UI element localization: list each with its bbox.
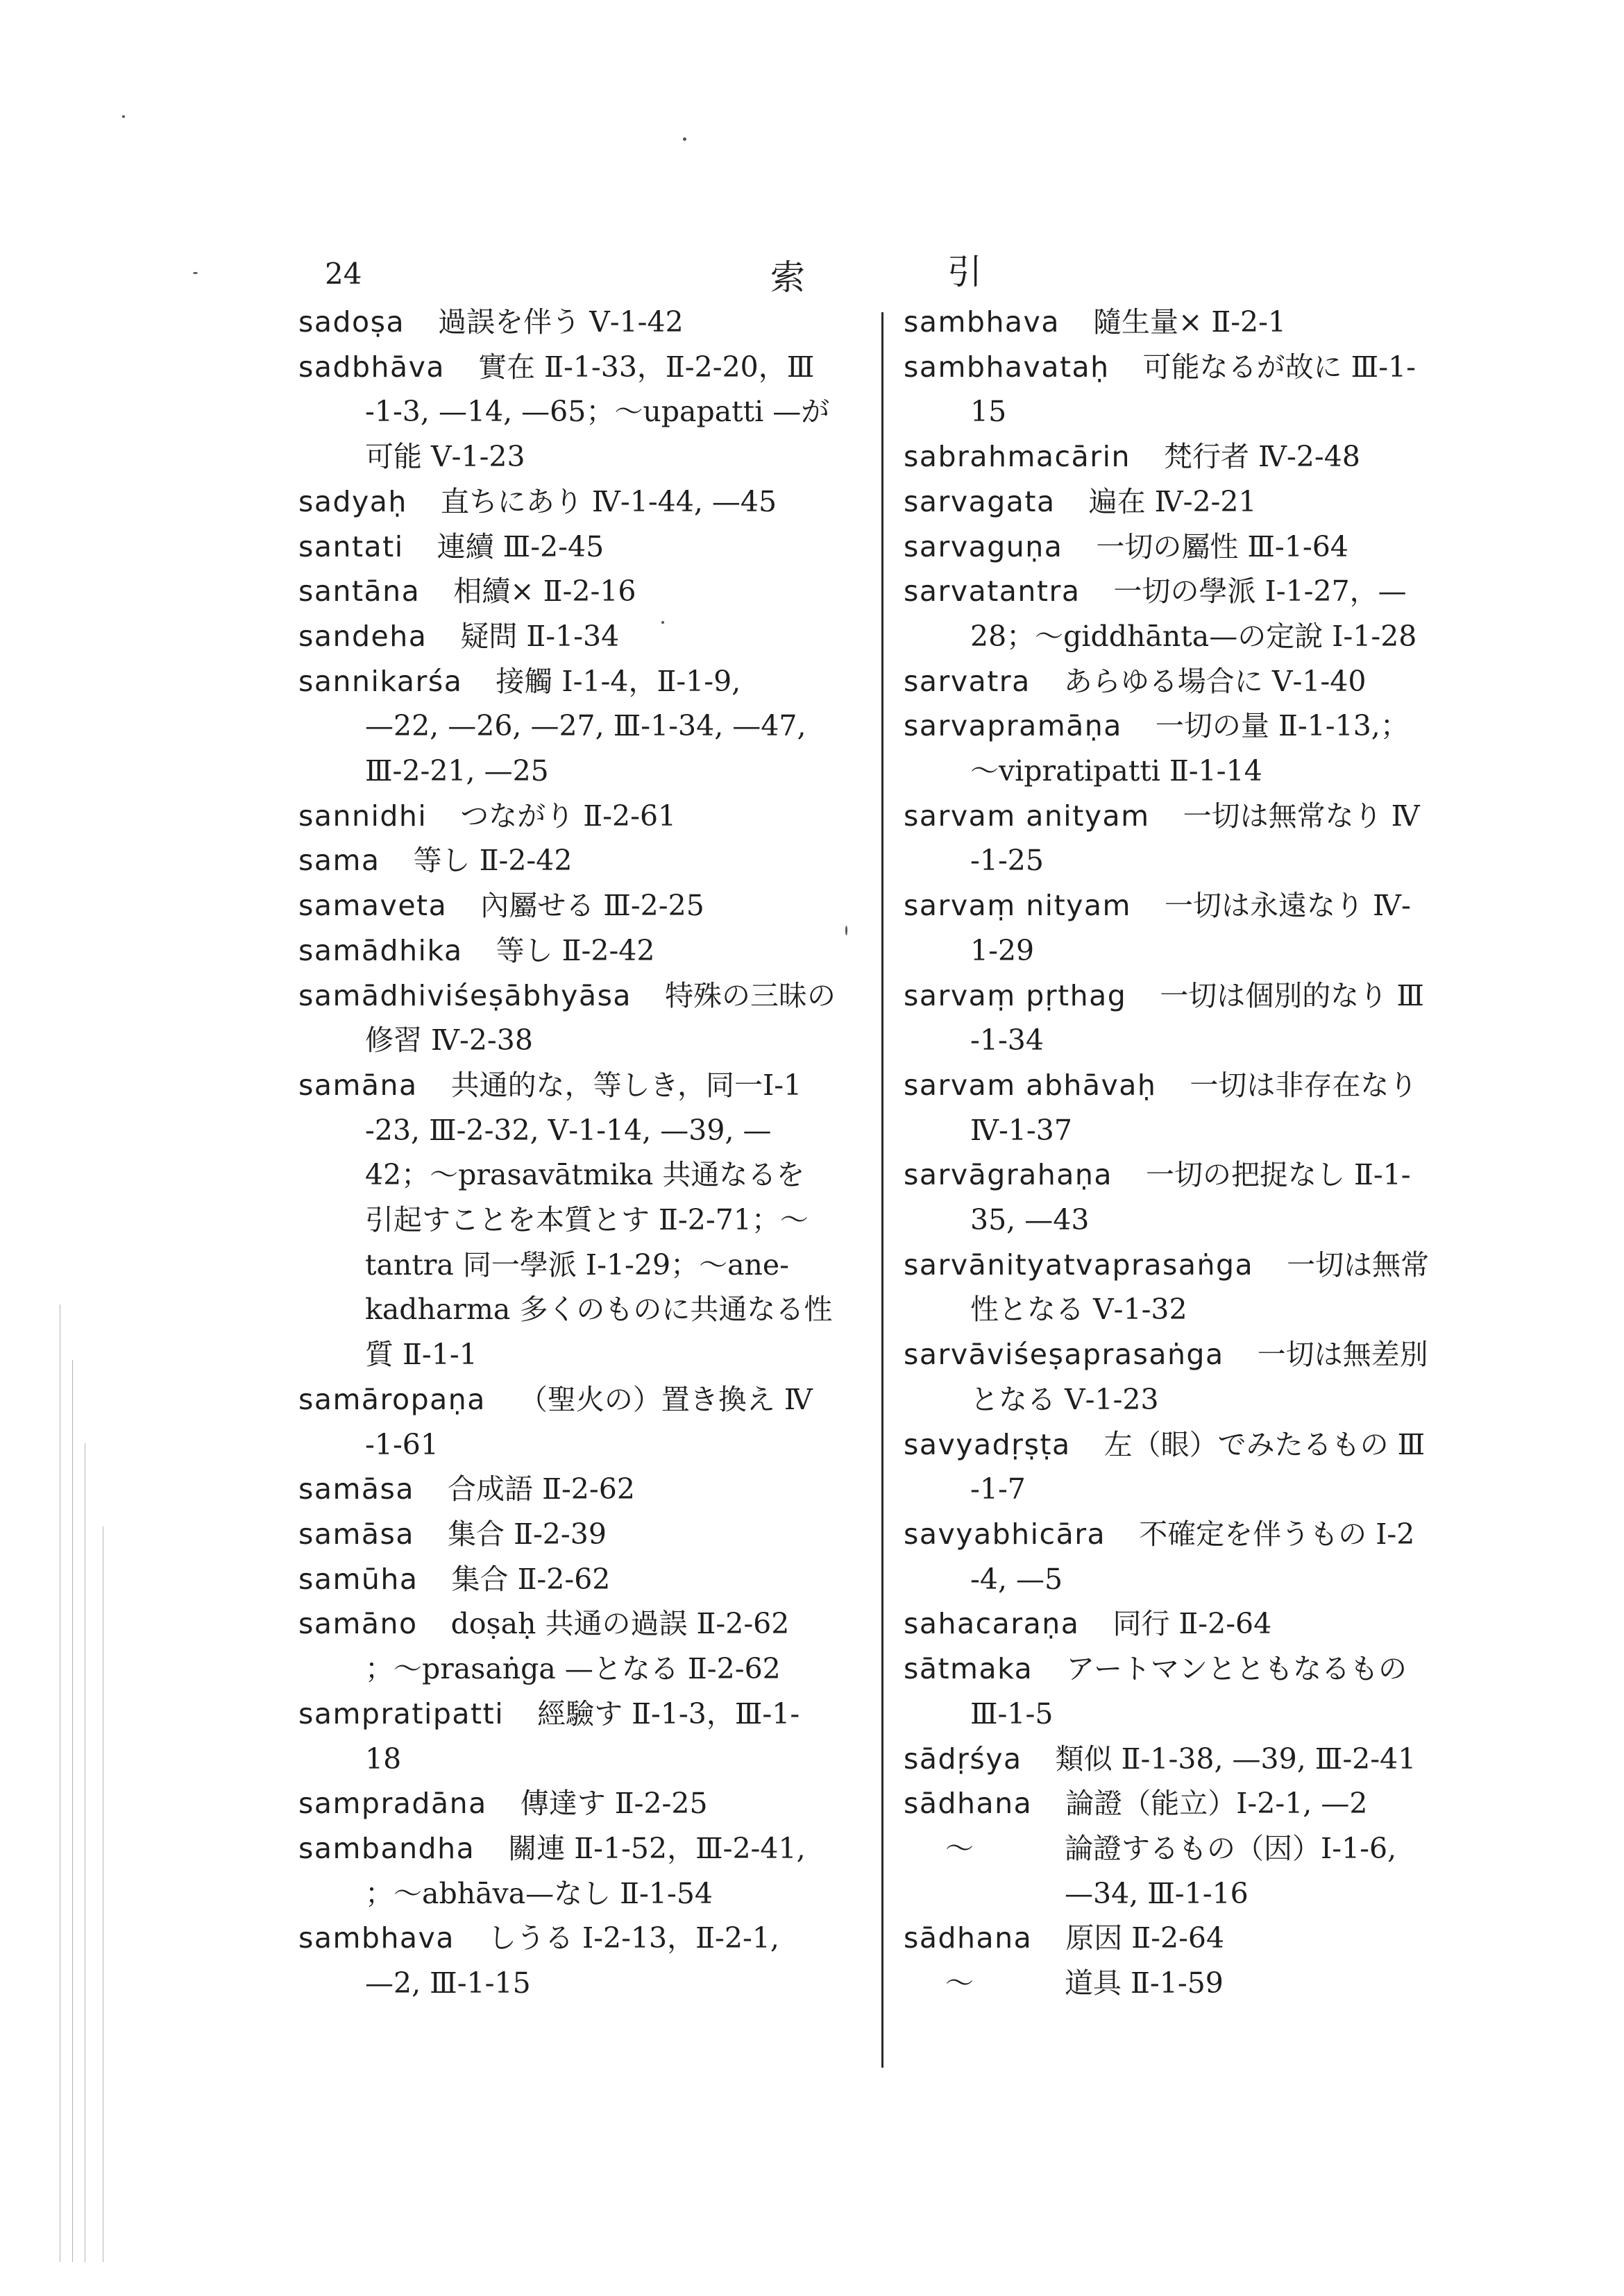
- entry-continuation: ～vipratipatti Ⅱ-1-14: [970, 754, 1262, 788]
- index-entry: [904, 794, 1514, 839]
- entry-headword: sarvapramāṇa: [904, 709, 1122, 743]
- index-subentry: [904, 1961, 1514, 2006]
- entry-continuation: —22, —26, —27, Ⅲ-1-34, —47,: [365, 709, 806, 743]
- entry-headword: sādhana: [904, 1787, 1033, 1821]
- entry-gloss: 不確定を伴うもの Ⅰ-2: [1139, 1517, 1415, 1551]
- scan-speck: [122, 115, 125, 118]
- entry-headword: savyabhicāra: [904, 1517, 1106, 1551]
- entry-headword: sarvam abhāvaḥ: [904, 1068, 1157, 1102]
- entry-continuation: -4, —5: [970, 1562, 1063, 1596]
- index-entry: [904, 1512, 1514, 1557]
- entry-headword: sampradāna: [298, 1787, 487, 1821]
- entry-gloss: 特殊の三昧の: [665, 978, 836, 1012]
- index-entry: [904, 1647, 1514, 1692]
- column-divider: [881, 312, 883, 2068]
- entry-headword: sahacaraṇa: [904, 1607, 1080, 1641]
- entry-continuation: kadharma 多くのものに共通なる性: [365, 1293, 833, 1327]
- index-entry: [298, 838, 895, 883]
- entry-headword: sarvānityatvaprasaṅga: [904, 1248, 1254, 1282]
- index-entry: [298, 1916, 895, 1961]
- index-column-left: [298, 300, 895, 2006]
- entry-gloss: 梵行者 Ⅳ-2-48: [1163, 440, 1360, 474]
- entry-continuation: 1-29: [970, 933, 1035, 967]
- entry-headword: samāna: [298, 1068, 418, 1102]
- entry-headword: samāno: [298, 1607, 418, 1641]
- entry-headword: sabrahmacārin: [904, 440, 1131, 474]
- entry-headword: sama: [298, 844, 380, 878]
- entry-gloss: 隨生量× Ⅱ-2-1: [1092, 305, 1287, 339]
- index-entry: [904, 1601, 1514, 1647]
- entry-gloss: つながり Ⅱ-2-61: [460, 799, 677, 833]
- scan-edge-streak: [72, 1360, 73, 2262]
- entry-continuation: 性となる Ⅴ-1-32: [970, 1293, 1187, 1327]
- entry-continuation: tantra 同一學派 Ⅰ-1-29；～ane-: [365, 1248, 790, 1282]
- entry-headword: sannikarśa: [298, 664, 463, 698]
- entry-gloss: 關連 Ⅱ-1-52，Ⅲ-2-41,: [508, 1831, 806, 1865]
- entry-headword: sambhava: [904, 305, 1060, 339]
- entry-gloss: 相續× Ⅱ-2-16: [453, 575, 636, 609]
- index-entry: [298, 569, 895, 614]
- entry-headword: sātmaka: [904, 1652, 1033, 1686]
- entry-continuation: -23, Ⅲ-2-32, Ⅴ-1-14, —39, —: [365, 1113, 772, 1147]
- entry-headword: sambhavataḥ: [904, 350, 1110, 384]
- entry-gloss: 左（眼）でみたるもの Ⅲ: [1103, 1427, 1426, 1461]
- index-entry: [904, 704, 1514, 749]
- entry-headword: santāna: [298, 575, 421, 609]
- index-entry: [904, 1332, 1514, 1377]
- entry-gloss: 經驗す Ⅱ-1-3，Ⅲ-1-: [537, 1697, 800, 1730]
- index-entry: [904, 479, 1514, 525]
- index-entry: [904, 569, 1514, 614]
- entry-continuation: ；～abhāva—なし Ⅱ-1-54: [365, 1876, 713, 1910]
- running-heading-left: 索: [770, 257, 809, 298]
- entry-headword: samāsa: [298, 1517, 415, 1551]
- entry-continuation: Ⅳ-1-37: [970, 1113, 1072, 1147]
- entry-headword: sannidhi: [298, 799, 428, 833]
- index-entry: [298, 973, 895, 1019]
- index-entry: [298, 1512, 895, 1557]
- index-entry: [904, 300, 1514, 345]
- index-entry: [904, 345, 1514, 390]
- entry-gloss: しうる Ⅰ-2-13，Ⅱ-2-1,: [487, 1921, 779, 1955]
- entry-headword: sadbhāva: [298, 350, 446, 384]
- entry-headword: sarvāviśeṣaprasaṅga: [904, 1338, 1224, 1372]
- entry-gloss: あらゆる場合に Ⅴ-1-40: [1063, 664, 1367, 698]
- entry-gloss: 原因 Ⅱ-2-64: [1065, 1921, 1225, 1955]
- entry-continuation: 可能 Ⅴ-1-23: [365, 440, 525, 474]
- entry-gloss: 集合 Ⅱ-2-39: [448, 1517, 607, 1551]
- entry-headword: sādhana: [904, 1921, 1033, 1955]
- entry-gloss: 過誤を伴う Ⅴ-1-42: [438, 305, 684, 339]
- index-entry: [298, 1781, 895, 1826]
- entry-gloss: 論證（能立）Ⅰ-2-1, —2: [1065, 1787, 1368, 1821]
- index-entry: [904, 1916, 1514, 1961]
- index-entry: [904, 1153, 1514, 1198]
- entry-gloss: 共通的な，等しき，同一Ⅰ-1: [450, 1068, 802, 1102]
- entry-gloss: 可能なるが故に Ⅲ-1-: [1142, 350, 1416, 384]
- entry-gloss: 連續 Ⅲ-2-45: [437, 529, 604, 563]
- entry-continuation: Ⅲ-1-5: [970, 1697, 1054, 1730]
- index-entry: [904, 1063, 1514, 1108]
- entry-gloss: 接觸 Ⅰ-1-4，Ⅱ-1-9,: [496, 664, 741, 698]
- index-entry: [298, 479, 895, 525]
- entry-headword: sarvam anityam: [904, 799, 1150, 833]
- subentry-tilde: ～: [945, 1831, 974, 1865]
- entry-gloss: 道具 Ⅱ-1-59: [1065, 1966, 1224, 2000]
- index-entry: [904, 1737, 1514, 1782]
- entry-gloss: 直ちにあり Ⅳ-1-44, —45: [440, 484, 777, 518]
- entry-headword: sambhava: [298, 1921, 455, 1955]
- entry-continuation: -1-61: [365, 1427, 439, 1461]
- entry-gloss: 一切は非存在なり: [1190, 1068, 1418, 1102]
- page-number: 24: [325, 257, 362, 291]
- index-entry: [904, 1422, 1514, 1468]
- index-entry: [298, 794, 895, 839]
- entry-headword: santati: [298, 529, 404, 563]
- entry-gloss: 傳達す Ⅱ-2-25: [520, 1787, 708, 1821]
- entry-headword: sadoṣa: [298, 305, 405, 339]
- entry-continuation: 42；～prasavātmika 共通なるを: [365, 1158, 805, 1192]
- entry-continuation: -1-7: [970, 1472, 1026, 1506]
- index-entry: [904, 973, 1514, 1019]
- entry-continuation: 質 Ⅱ-1-1: [365, 1338, 477, 1372]
- index-entry: [298, 1601, 895, 1647]
- index-entry: [298, 1063, 895, 1108]
- entry-continuation: となる Ⅴ-1-23: [970, 1382, 1159, 1416]
- entry-gloss: 等し Ⅱ-2-42: [496, 933, 655, 967]
- entry-headword: sādṛśya: [904, 1742, 1022, 1776]
- entry-gloss: 內屬せる Ⅲ-2-25: [480, 889, 704, 923]
- entry-headword: sarvaṃ nityam: [904, 889, 1131, 923]
- index-entry: [298, 1467, 895, 1512]
- index-entry: [298, 659, 895, 704]
- entry-gloss: アートマンとともなるもの: [1066, 1652, 1407, 1686]
- index-entry: [298, 614, 895, 659]
- entry-gloss: 一切は無常: [1287, 1248, 1430, 1282]
- entry-headword: sambandha: [298, 1831, 475, 1865]
- index-entry: [298, 928, 895, 973]
- index-column-right: [904, 300, 1514, 2006]
- entry-gloss: 疑問 Ⅱ-1-34: [460, 619, 620, 653]
- index-entry: [298, 1557, 895, 1602]
- entry-gloss: 集合 Ⅱ-2-62: [451, 1562, 611, 1596]
- entry-continuation: 引起すことを本質とす Ⅱ-2-71；～: [365, 1203, 809, 1237]
- entry-continuation: 15: [970, 395, 1007, 429]
- index-entry: [298, 1692, 895, 1737]
- running-heading-right: 引: [947, 252, 982, 292]
- entry-headword: sarvaṃ pṛthag: [904, 978, 1127, 1012]
- entry-gloss: 遍在 Ⅳ-2-21: [1088, 484, 1257, 518]
- entry-continuation: -1-34: [970, 1023, 1044, 1057]
- index-entry: [298, 1826, 895, 1871]
- entry-gloss: doṣaḥ 共通の過誤 Ⅱ-2-62: [450, 1607, 790, 1641]
- scan-speck: [661, 621, 664, 624]
- entry-headword: samaveta: [298, 889, 448, 923]
- entry-continuation: ；～prasaṅga —となる Ⅱ-2-62: [365, 1652, 781, 1686]
- index-entry: [904, 1243, 1514, 1288]
- index-entry: [298, 525, 895, 570]
- index-entry: [904, 883, 1514, 928]
- index-entry: [904, 434, 1514, 479]
- index-entry: [298, 300, 895, 345]
- entry-gloss: 論證するもの（因）Ⅰ-1-6,: [1065, 1831, 1397, 1865]
- entry-gloss: 一切の屬性 Ⅲ-1-64: [1096, 529, 1348, 563]
- entry-headword: savyadṛṣṭa: [904, 1427, 1071, 1461]
- entry-headword: sadyaḥ: [298, 484, 407, 518]
- entry-continuation: 28；～giddhānta—の定說 Ⅰ-1-28: [970, 619, 1417, 653]
- index-subentry: [904, 1826, 1514, 1871]
- entry-gloss: 合成語 Ⅱ-2-62: [448, 1472, 635, 1506]
- entry-headword: sarvatantra: [904, 575, 1081, 609]
- entry-gloss: 一切の學派 Ⅰ-1-27，—: [1113, 575, 1407, 609]
- scan-speck: [683, 137, 686, 141]
- index-entry: [904, 659, 1514, 704]
- entry-gloss: 一切は無差別: [1257, 1338, 1428, 1372]
- entry-continuation: -1-3, —14, —65；～upapatti —が: [365, 395, 830, 429]
- entry-headword: samāsa: [298, 1472, 415, 1506]
- index-entry: [904, 1781, 1514, 1826]
- entry-headword: samūha: [298, 1562, 418, 1596]
- entry-gloss: 一切は無常なり Ⅳ: [1183, 799, 1420, 833]
- entry-gloss: 等し Ⅱ-2-42: [413, 844, 573, 878]
- entry-continuation: —2, Ⅲ-1-15: [365, 1966, 531, 2000]
- entry-gloss: 一切は個別的なり Ⅲ: [1160, 978, 1424, 1012]
- entry-continuation: Ⅲ-2-21, —25: [365, 754, 549, 788]
- entry-gloss: 一切の量 Ⅱ-1-13,；: [1155, 709, 1409, 743]
- entry-gloss: 一切の把捉なし Ⅱ-1-: [1145, 1158, 1411, 1192]
- entry-headword: sandeha: [298, 619, 428, 653]
- index-entry: [298, 883, 895, 928]
- entry-continuation: -1-25: [970, 844, 1044, 878]
- entry-headword: sarvatra: [904, 664, 1031, 698]
- index-entry: [298, 1377, 895, 1422]
- entry-continuation: 18: [365, 1742, 402, 1776]
- entry-headword: sarvaguṇa: [904, 529, 1063, 563]
- entry-headword: samādhika: [298, 933, 463, 967]
- entry-gloss: 同行 Ⅱ-2-64: [1113, 1607, 1272, 1641]
- entry-continuation: —34, Ⅲ-1-16: [1065, 1876, 1249, 1910]
- entry-headword: sampratipatti: [298, 1697, 505, 1730]
- entry-headword: sarvagata: [904, 484, 1056, 518]
- entry-continuation: 35, —43: [970, 1203, 1090, 1237]
- index-entry: [904, 525, 1514, 570]
- scan-speck: [193, 272, 198, 274]
- entry-headword: sarvāgrahaṇa: [904, 1158, 1113, 1192]
- entry-gloss: 一切は永遠なり Ⅳ-: [1164, 889, 1411, 923]
- entry-gloss: 實在 Ⅱ-1-33，Ⅱ-2-20，Ⅲ: [478, 350, 815, 384]
- index-entry: [298, 345, 895, 390]
- entry-continuation: 修習 Ⅳ-2-38: [365, 1023, 533, 1057]
- entry-gloss: 類似 Ⅱ-1-38, —39, Ⅲ-2-41: [1055, 1742, 1416, 1776]
- entry-gloss: （聖火の）置き換え Ⅳ: [518, 1382, 813, 1416]
- entry-headword: samādhiviśeṣābhyāsa: [298, 978, 632, 1012]
- scan-speck: [845, 926, 847, 935]
- entry-headword: samāropaṇa: [298, 1382, 486, 1416]
- subentry-tilde: ～: [945, 1966, 974, 2000]
